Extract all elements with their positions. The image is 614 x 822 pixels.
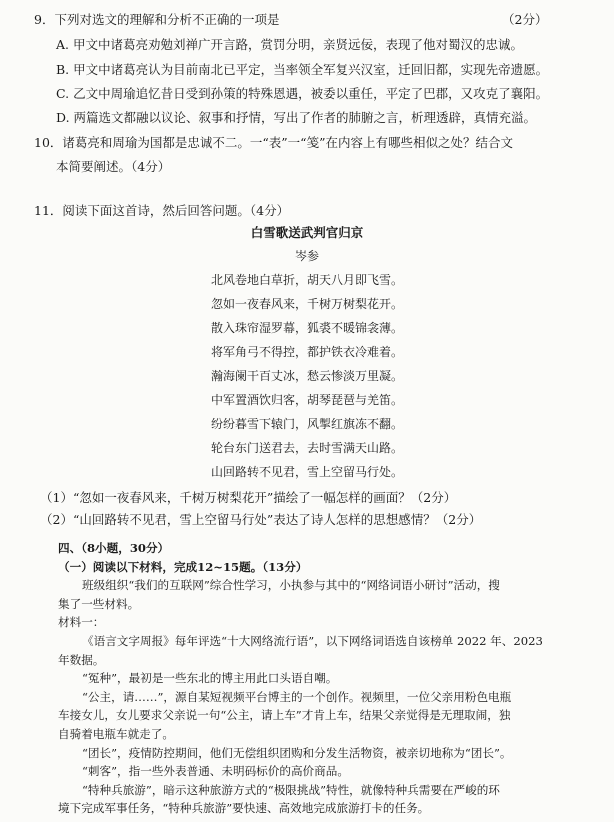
term-tezhongbing-line2: 境下完成军事任务，“特种兵旅游”要快速、高效地完成旅游打卡的任务。: [58, 801, 430, 816]
poem-line: 忽如一夜春风来，千树万树梨花开。: [210, 297, 403, 311]
intro-line1: 班级组织“我们的互联网”综合性学习，小执参与其中的“网络词语小研讨”活动，搜: [82, 578, 500, 593]
material-label: 材料一：: [58, 615, 105, 630]
term-tuanzhang: “团长”，疫情防控期间，他们无偿组织团购和分发生活物资，被亲切地称为“团长”。: [82, 745, 512, 760]
section4-part1: （一）阅读以下材料，完成12~15题。（13分）: [58, 559, 308, 574]
poem-line: 中军置酒饮归客，胡琴琵琶与羌笛。: [210, 393, 403, 407]
term-gongzhu-line1: “公主，请……”，源自某短视频平台博主的一个创作。视频里，一位父亲用粉色电瓶: [82, 689, 512, 704]
material1-line2: 年数据。: [58, 652, 105, 667]
poem-line: 将军角弓不得控，都护铁衣冷难着。: [210, 345, 403, 359]
q11-sub2: （2）“山回路转不见君，雪上空留马行处”表达了诗人怎样的思想感情？（2分）: [40, 512, 482, 527]
q9-option-b: B. 甲文中诸葛亮认为目前南北已平定，当率领全军复兴汉室，迁回旧都，实现先帝遗愿。: [56, 62, 549, 77]
term-gongzhu-line3: 自骑着电瓶车就走了。: [58, 727, 174, 741]
q9-stem: 9．下列对选文的理解和分析不正确的一项是: [34, 12, 280, 27]
term-gongzhu-line2: 车接女儿，女儿要求父亲说一句“公主，请上车”才肯上车，结果父亲觉得是无理取闹，独: [58, 708, 511, 723]
poem-line: 北风卷地白草折，胡天八月即飞雪。: [210, 273, 403, 287]
term-cike: “刺客”，指一些外表普通、未明码标价的高价商品。: [82, 764, 349, 779]
q9-score: （2分）: [502, 12, 548, 27]
term-tezhongbing-line1: “特种兵旅游”，暗示这种旅游方式的“极限挑战”特性，就像特种兵需要在严峻的环: [82, 782, 500, 797]
q11-sub1: （1）“忽如一夜春风来，千树万树梨花开”描绘了一幅怎样的画面？（2分）: [40, 490, 457, 505]
q9-option-c: C. 乙文中周瑜追忆昔日受到孙策的特殊恩遇，被委以重任，平定了巴郡，又攻克了襄阳。: [56, 86, 549, 101]
q10-line2: 本简要阐述。（4分）: [56, 159, 171, 174]
intro-line2: 集了一些材料。: [58, 596, 140, 611]
poem-line: 轮台东门送君去，去时雪满天山路。: [210, 441, 403, 455]
poem-line: 散入珠帘湿罗幕，狐裘不暖锦衾薄。: [210, 321, 403, 335]
q9-option-d: D. 两篇选文都融以议论、叙事和抒情，写出了作者的肺腑之言，析理透辟，真情充溢。: [56, 110, 537, 125]
term-yuanzhong: “冤种”，最初是一些东北的博主用此口头语自嘲。: [82, 671, 338, 686]
q10-line1: 10．诸葛亮和周瑜为国都是忠诚不二。一“表”一“笺”在内容上有哪些相似之处？结合文: [34, 135, 513, 150]
poem-line: 纷纷暮雪下辕门，风掣红旗冻不翻。: [210, 417, 403, 431]
material1-line1: 《语言文字周报》每年评选“十大网络流行语”，以下网络词语选自该榜单 2022 年、2023: [82, 634, 543, 648]
poem-author: 岑参: [294, 249, 319, 263]
section4-heading: 四、（8小题，30分）: [58, 541, 170, 555]
poem-line: 山回路转不见君，雪上空留马行处。: [210, 465, 403, 479]
poem-line: 瀚海阑干百丈冰，愁云惨淡万里凝。: [210, 369, 403, 383]
poem-title: 白雪歌送武判官归京: [250, 225, 364, 240]
q11-stem: 11．阅读下面这首诗，然后回答问题。（4分）: [34, 203, 290, 218]
q9-option-a: A. 甲文中诸葛亮劝勉刘禅广开言路，赏罚分明，亲贤远佞，表现了他对蜀汉的忠诚。: [56, 37, 523, 52]
